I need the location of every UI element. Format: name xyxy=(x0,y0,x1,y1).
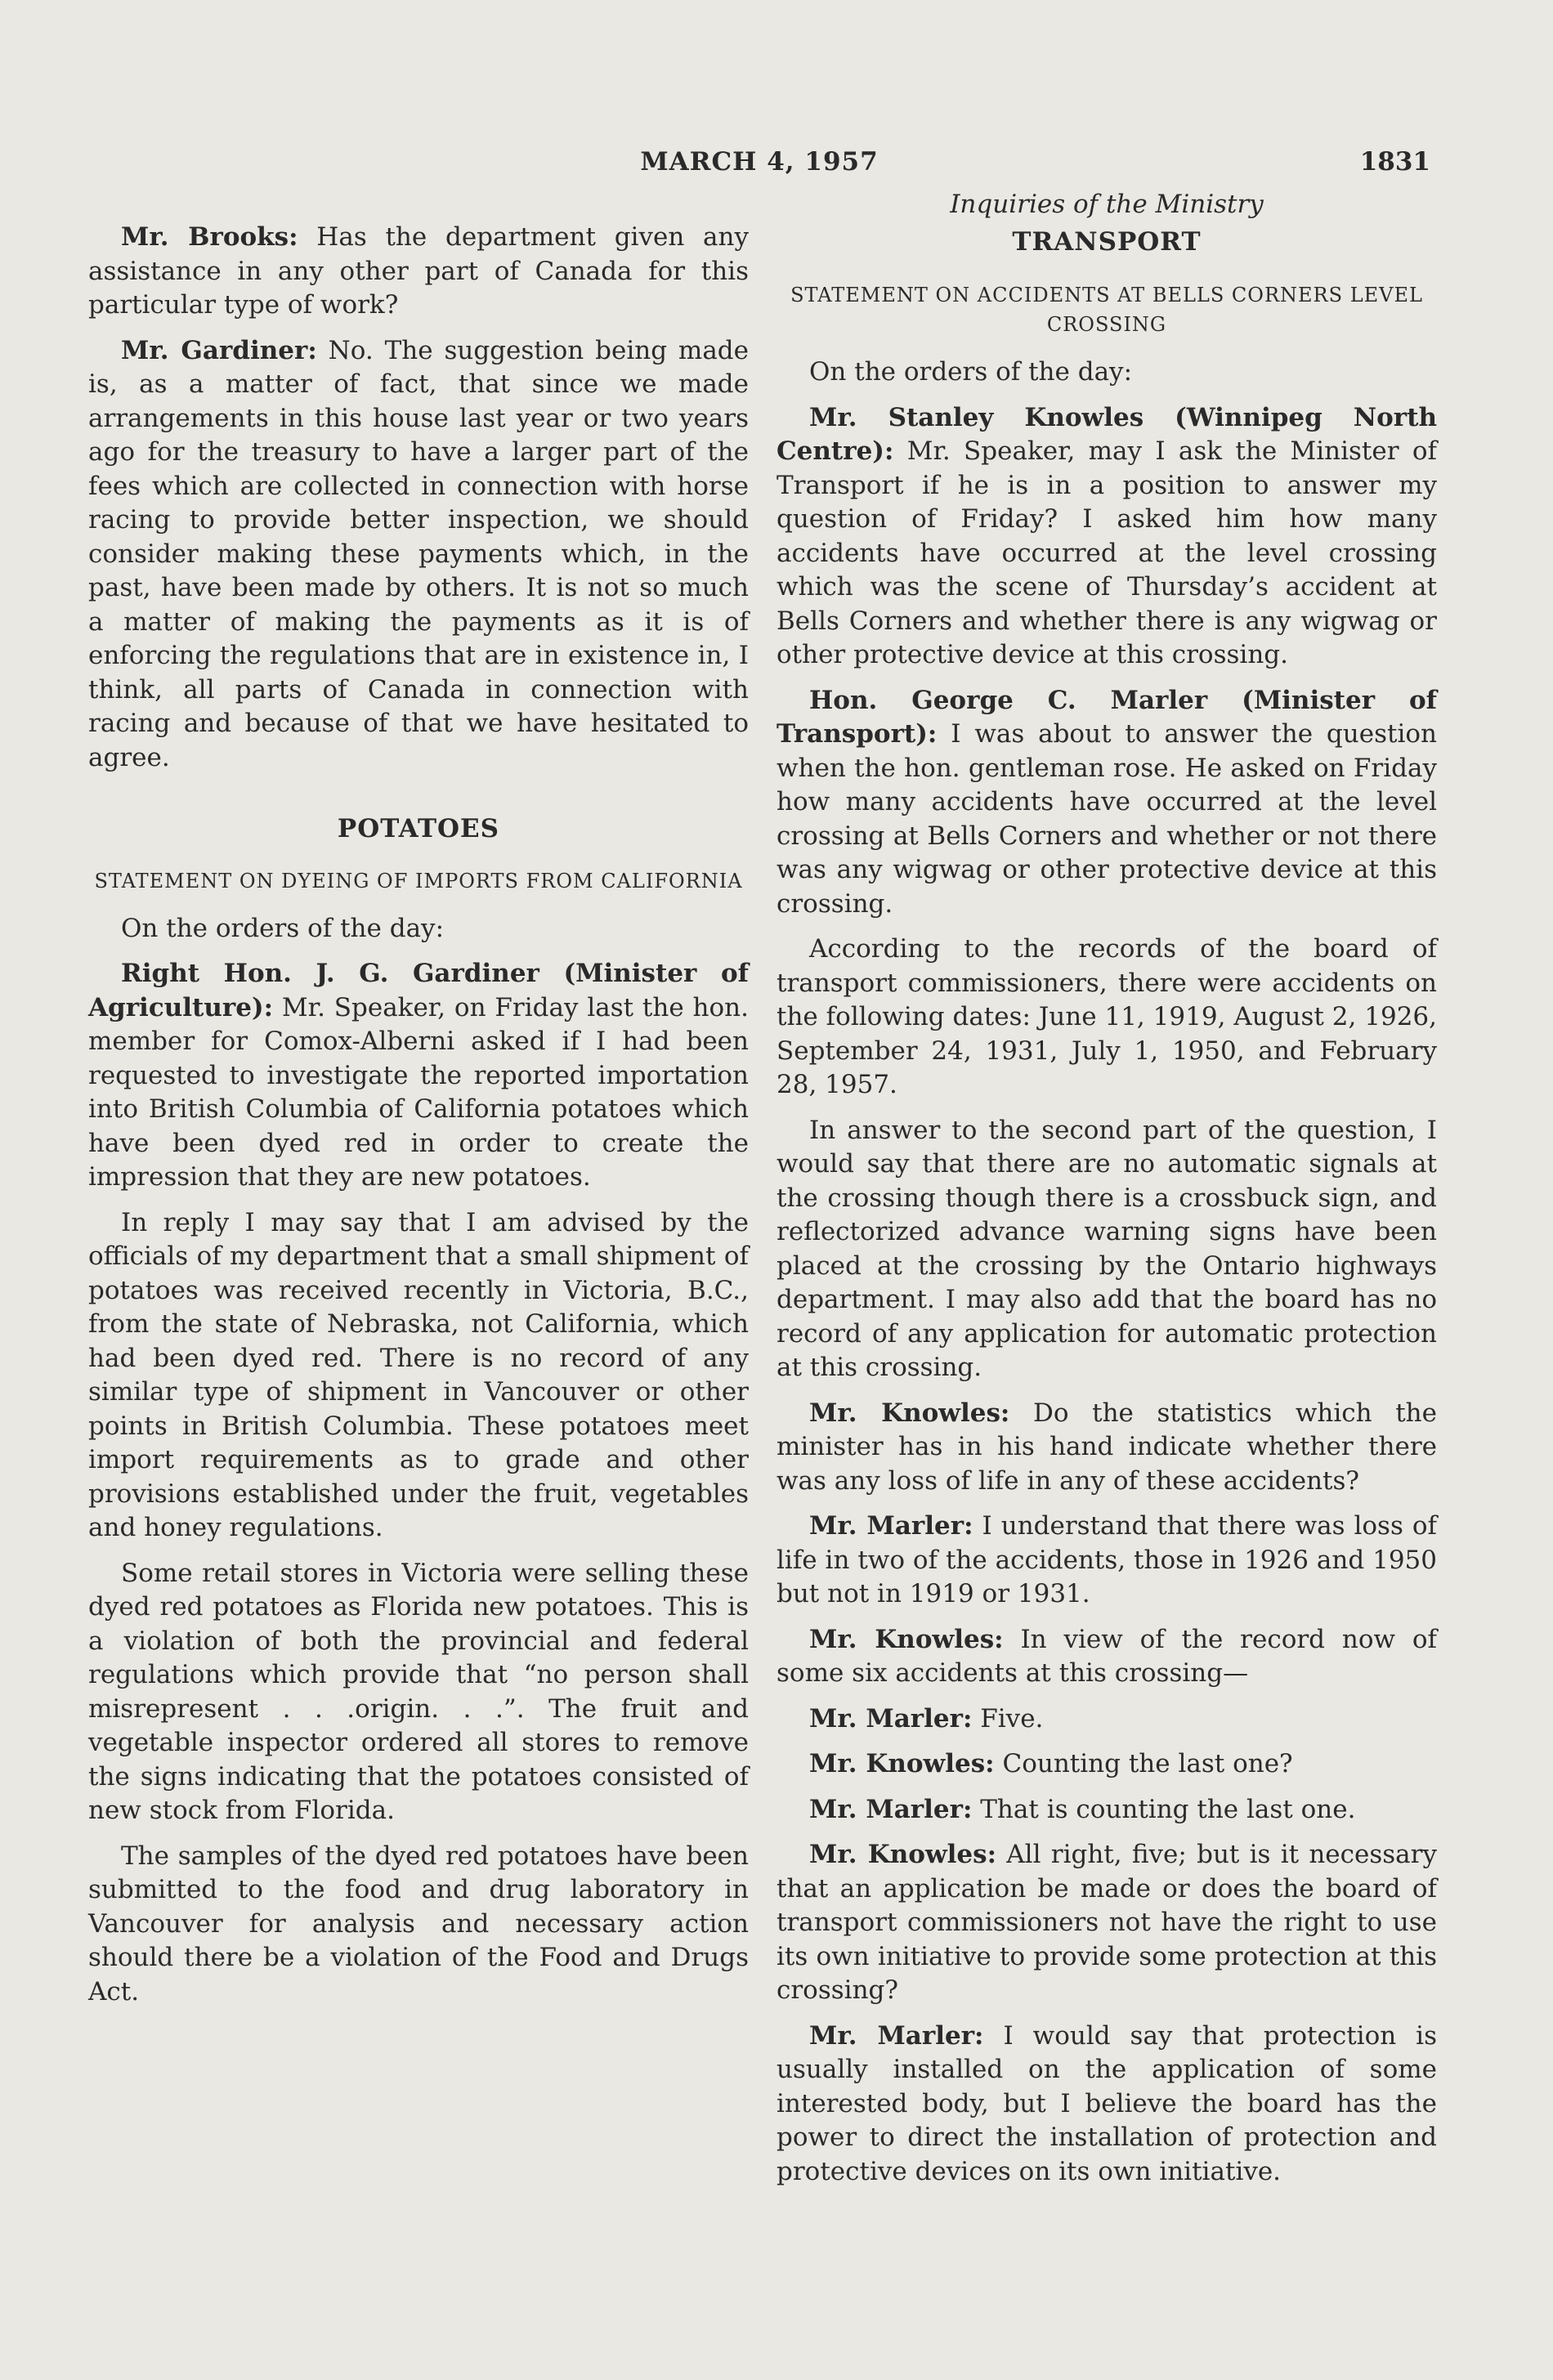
speech-text: All right, five; but is it necessary that an application be made or does the board of transport commissioners not have the right to use its own initiative to provide some protection at this crossing? xyxy=(776,1840,1437,2005)
speaker-name: Mr. Marler: xyxy=(809,1703,973,1734)
speech-text: Mr. Speaker, on Friday last the hon. member for Comox-Alberni asked if I had been requested to investigate the reported importation into British Columbia of California potatoes which have been dyed red in order to create the impression that they are new potatoes. xyxy=(88,992,749,1192)
speaker-name: Mr. Knowles: xyxy=(809,1624,1004,1654)
speech-text: Has the department given any assistance in any other part of Canada for this particular type of work? xyxy=(88,222,749,320)
speech-text: I was about to answer the question when the hon. gentleman rose. He asked on Friday how many accidents have occurred at the level crossing at Bells Corners and whether or not there was any wigwag or other protective device at this crossing. xyxy=(776,719,1437,919)
orders-of-day: On the orders of the day: xyxy=(121,913,445,943)
speech-text: I understand that there was loss of life in two of the accidents, those in 1926 and 1950 but not in 1919 or 1931. xyxy=(776,1511,1437,1608)
paragraph: According to the records of the board of transport commissioners, there were accidents on the following dates: June 11, 1919, August 2, 1926, September 24, 1931, July 1, 1950, and February 28, 1957. xyxy=(776,934,1437,1099)
section-title: TRANSPORT xyxy=(1012,226,1202,257)
section-title: POTATOES xyxy=(337,814,500,843)
paragraph xyxy=(776,1838,1437,2008)
subsection-title: STATEMENT ON DYEING OF IMPORTS FROM CALIFORNIA xyxy=(94,869,743,892)
paragraph xyxy=(776,1623,1437,1691)
speech-text: That is counting the last one. xyxy=(972,1794,1356,1824)
subsection-title: STATEMENT ON ACCIDENTS AT BELLS CORNERS LEVEL CROSSING xyxy=(790,284,1423,336)
speech-text: No. The suggestion being made is, as a matter of fact, that since we made arrangements in this house last year or two years ago for the treasury to have a larger part of the fees which are collected in connection with horse racing to provide better inspection, we should consider making these payments which, in the past, have been made by others. It is not so much a matter of making the payments as it is of enforcing the regulations that are in existence in, I think, all parts of Canada in connection with racing and because of that we have hesitated to agree. xyxy=(88,335,749,772)
speaker-name: Mr. Marler: xyxy=(809,1794,973,1824)
speech-text: Mr. Speaker, may I ask the Minister of Transport if he is in a position to answer my question of Friday? I asked him how many accidents have occurred at the level crossing which was the scene of Thursday’s accident at Bells Corners and whether there is any wigwag or other protective device at this crossing. xyxy=(776,436,1437,669)
left-column xyxy=(88,221,749,2020)
speaker-name: Right Hon. J. G. Gardiner (Minister of Agriculture): xyxy=(88,959,749,1022)
right-column xyxy=(776,188,1437,2200)
speaker-name: Mr. Knowles: xyxy=(809,1398,1010,1428)
paragraph xyxy=(776,1702,1437,1737)
speaker-name: Mr. Marler: xyxy=(809,1511,973,1541)
paragraph: In answer to the second part of the question, I would say that there are no automatic signals at the crossing though there is a crossbuck sign, and reflectorized advance warning signs have been placed at the crossing by the Ontario highways department. I may also add that the board has no record of any application for automatic protection at this crossing. xyxy=(776,1115,1437,1382)
speech-text: I would say that protection is usually installed on the application of some interested body, but I believe the board has the power to direct the installation of protection and protective devices on its own initiative. xyxy=(776,2020,1437,2186)
paragraph xyxy=(776,1510,1437,1612)
speaker-name: Mr. Gardiner: xyxy=(121,335,317,365)
paragraph xyxy=(776,2020,1437,2190)
speech-text: In view of the record now of some six accidents at this crossing— xyxy=(776,1624,1437,1688)
subject-heading: Inquiries of the Ministry xyxy=(950,190,1264,219)
paragraph xyxy=(88,957,749,1195)
speaker-name: Hon. George C. Marler (Minister of Transport): xyxy=(776,685,1437,749)
paragraph: Some retail stores in Victoria were selling these dyed red potatoes as Florida new potatoes. This is a violation of both the provincial and federal regulations which provide that “no person shall misrepresent . . .origin. . .”. The fruit and vegetable inspector ordered all stores to remove the signs indicating that the potatoes consisted of new stock from Florida. xyxy=(88,1558,749,1825)
speech-text: Counting the last one? xyxy=(994,1749,1293,1778)
speech-text: Five. xyxy=(972,1703,1044,1734)
paragraph xyxy=(776,401,1437,673)
page-date: MARCH 4, 1957 xyxy=(640,147,879,177)
speaker-name: Mr. Stanley Knowles (Winnipeg North Centre): xyxy=(776,402,1437,466)
speaker-name: Mr. Brooks: xyxy=(121,222,298,252)
paragraph xyxy=(776,1793,1437,1828)
paragraph xyxy=(776,684,1437,922)
speech-text: Do the statistics which the minister has in his hand indicate whether there was any loss of life in any of these accidents? xyxy=(776,1398,1437,1496)
paragraph xyxy=(88,221,749,323)
paragraph xyxy=(88,334,749,776)
page-number: 1831 xyxy=(1359,147,1430,177)
speaker-name: Mr. Knowles: xyxy=(809,1749,995,1778)
page-header xyxy=(88,147,1430,188)
speaker-name: Mr. Marler: xyxy=(809,2020,984,2051)
paragraph xyxy=(776,1397,1437,1499)
paragraph xyxy=(776,1747,1437,1782)
speaker-name: Mr. Knowles: xyxy=(809,1840,997,1869)
orders-of-day: On the orders of the day: xyxy=(809,357,1133,387)
paragraph: The samples of the dyed red potatoes have been submitted to the food and drug laboratory in Vancouver for analysis and necessary action should there be a violation of the Food and Drugs Act. xyxy=(88,1841,749,2006)
paragraph: In reply I may say that I am advised by the officials of my department that a small shipment of potatoes was received recently in Victoria, B.C., from the state of Nebraska, not California, which had been dyed red. There is no record of any similar type of shipment in Vancouver or other points in British Columbia. These potatoes meet import requirements as to grade and other provisions established under the fruit, vegetables and honey regulations. xyxy=(88,1207,749,1542)
